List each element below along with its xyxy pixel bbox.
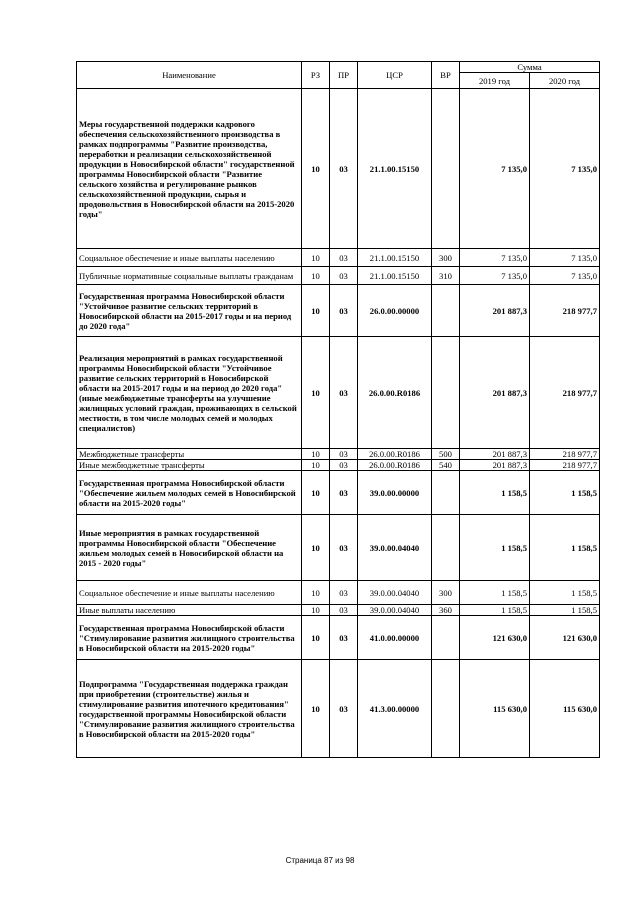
row-pr: 03 (330, 460, 358, 471)
row-vr (432, 616, 460, 660)
row-sum-2019: 201 887,3 (460, 285, 530, 337)
row-name: Государственная программа Новосибирской области "Обеспечение жильем молодых семей в Новосибирской области на 2015-2020 годы" (77, 471, 302, 515)
row-sum-2019: 1 158,5 (460, 515, 530, 581)
row-vr: 300 (432, 249, 460, 267)
row-vr: 310 (432, 267, 460, 285)
row-vr: 500 (432, 449, 460, 460)
row-vr (432, 660, 460, 758)
row-sum-2020: 218 977,7 (530, 460, 600, 471)
row-sum-2019: 7 135,0 (460, 249, 530, 267)
table-row (77, 89, 600, 249)
row-rz: 10 (302, 337, 330, 449)
row-vr: 540 (432, 460, 460, 471)
row-sum-2020: 121 630,0 (530, 616, 600, 660)
table-row (77, 605, 600, 616)
row-sum-2020: 7 135,0 (530, 267, 600, 285)
table-row (77, 249, 600, 267)
row-name: Меры государственной поддержки кадрового обеспечения сельскохозяйственного производства в рамках подпрограммы "Развитие производства, переработки и реализации сельскохозяйственной продукции в Новосибирской области" государственной программы Новосибирской области "Развитие сельского хозяйства и регулирование рынков сельскохозяйственной продукции, сырья и продовольствия в Новосибирской области на 2015-2020 годы" (77, 89, 302, 249)
header-2020: 2020 год (530, 73, 600, 89)
row-vr (432, 471, 460, 515)
header-csr: ЦСР (358, 62, 432, 89)
header-sum: Сумма (460, 62, 600, 73)
row-sum-2019: 115 630,0 (460, 660, 530, 758)
row-csr: 39.0.00.04040 (358, 515, 432, 581)
row-vr (432, 337, 460, 449)
row-pr: 03 (330, 89, 358, 249)
table-row (77, 285, 600, 337)
row-csr: 39.0.00.04040 (358, 581, 432, 605)
row-sum-2019: 201 887,3 (460, 337, 530, 449)
table-row (77, 515, 600, 581)
header-rz: РЗ (302, 62, 330, 89)
table-header (77, 62, 600, 89)
row-csr: 26.0.00.R0186 (358, 337, 432, 449)
row-rz: 10 (302, 660, 330, 758)
row-pr: 03 (330, 267, 358, 285)
row-name: Иные межбюджетные трансферты (77, 460, 302, 471)
row-name: Публичные нормативные социальные выплаты гражданам (77, 267, 302, 285)
row-name: Межбюджетные трансферты (77, 449, 302, 460)
row-name: Государственная программа Новосибирской области "Стимулирование развития жилищного строительства в Новосибирской области на 2015-2020 годы" (77, 616, 302, 660)
row-rz: 10 (302, 605, 330, 616)
row-csr: 21.1.00.15150 (358, 89, 432, 249)
row-rz: 10 (302, 471, 330, 515)
row-csr: 41.3.00.00000 (358, 660, 432, 758)
row-name: Иные мероприятия в рамках государственной программы Новосибирской области "Обеспечение жильем молодых семей в Новосибирской области на 2015 - 2020 годы" (77, 515, 302, 581)
row-name: Реализация мероприятий в рамках государственной программы Новосибирской области "Устойчивое развитие сельских территорий в Новосибирской области на 2015-2017 годы и на период до 2020 года" (иные межбюджетные трансферты на улучшение жилищных условий граждан, проживающих в сельской местности, в том числе молодых семей и молодых специалистов) (77, 337, 302, 449)
row-vr (432, 515, 460, 581)
header-name: Наименование (77, 62, 302, 89)
row-pr: 03 (330, 249, 358, 267)
row-pr: 03 (330, 285, 358, 337)
row-name: Иные выплаты населению (77, 605, 302, 616)
row-csr: 21.1.00.15150 (358, 249, 432, 267)
table-row (77, 660, 600, 758)
row-sum-2020: 1 158,5 (530, 605, 600, 616)
row-sum-2020: 7 135,0 (530, 89, 600, 249)
row-sum-2019: 121 630,0 (460, 616, 530, 660)
row-rz: 10 (302, 515, 330, 581)
row-pr: 03 (330, 449, 358, 460)
row-sum-2020: 218 977,7 (530, 285, 600, 337)
page-number: Страница 87 из 98 (285, 856, 355, 865)
row-vr: 360 (432, 605, 460, 616)
row-sum-2020: 1 158,5 (530, 581, 600, 605)
row-pr: 03 (330, 337, 358, 449)
row-sum-2020: 1 158,5 (530, 515, 600, 581)
row-name: Государственная программа Новосибирской области "Устойчивое развитие сельских территорий в Новосибирской области на 2015-2017 годы и на период до 2020 года" (77, 285, 302, 337)
header-2019: 2019 год (460, 73, 530, 89)
row-vr (432, 89, 460, 249)
row-rz: 10 (302, 285, 330, 337)
row-pr: 03 (330, 471, 358, 515)
table-body (77, 89, 600, 758)
row-sum-2019: 1 158,5 (460, 605, 530, 616)
row-name: Социальное обеспечение и иные выплаты населению (77, 249, 302, 267)
table-row (77, 581, 600, 605)
table-row (77, 471, 600, 515)
row-sum-2019: 1 158,5 (460, 581, 530, 605)
row-csr: 26.0.00.00000 (358, 285, 432, 337)
row-csr: 39.0.00.00000 (358, 471, 432, 515)
row-pr: 03 (330, 515, 358, 581)
row-pr: 03 (330, 605, 358, 616)
row-csr: 39.0.00.04040 (358, 605, 432, 616)
row-sum-2019: 201 887,3 (460, 449, 530, 460)
row-sum-2020: 1 158,5 (530, 471, 600, 515)
table-row (77, 337, 600, 449)
row-vr (432, 285, 460, 337)
row-sum-2020: 218 977,7 (530, 337, 600, 449)
row-vr: 300 (432, 581, 460, 605)
row-sum-2019: 1 158,5 (460, 471, 530, 515)
row-sum-2020: 7 135,0 (530, 249, 600, 267)
row-rz: 10 (302, 460, 330, 471)
table-row (77, 449, 600, 460)
row-rz: 10 (302, 449, 330, 460)
row-sum-2020: 218 977,7 (530, 449, 600, 460)
row-csr: 21.1.00.15150 (358, 267, 432, 285)
row-csr: 26.0.00.R0186 (358, 460, 432, 471)
row-pr: 03 (330, 581, 358, 605)
row-sum-2019: 201 887,3 (460, 460, 530, 471)
row-csr: 41.0.00.00000 (358, 616, 432, 660)
header-vr: ВР (432, 62, 460, 89)
row-rz: 10 (302, 267, 330, 285)
row-pr: 03 (330, 660, 358, 758)
row-rz: 10 (302, 89, 330, 249)
budget-table (76, 61, 600, 758)
table-row (77, 460, 600, 471)
row-csr: 26.0.00.R0186 (358, 449, 432, 460)
row-sum-2019: 7 135,0 (460, 89, 530, 249)
row-name: Социальное обеспечение и иные выплаты населению (77, 581, 302, 605)
row-name: Подпрограмма "Государственная поддержка граждан при приобретении (строительстве) жилья и стимулирование развития ипотечного кредитования" государственной программы Новосибирской области "Стимулирование развития жилищного строительства в Новосибирской области на 2015-2020 годы" (77, 660, 302, 758)
row-rz: 10 (302, 616, 330, 660)
table-row (77, 267, 600, 285)
header-pr: ПР (330, 62, 358, 89)
row-pr: 03 (330, 616, 358, 660)
table-row (77, 616, 600, 660)
row-rz: 10 (302, 249, 330, 267)
row-rz: 10 (302, 581, 330, 605)
row-sum-2020: 115 630,0 (530, 660, 600, 758)
row-sum-2019: 7 135,0 (460, 267, 530, 285)
